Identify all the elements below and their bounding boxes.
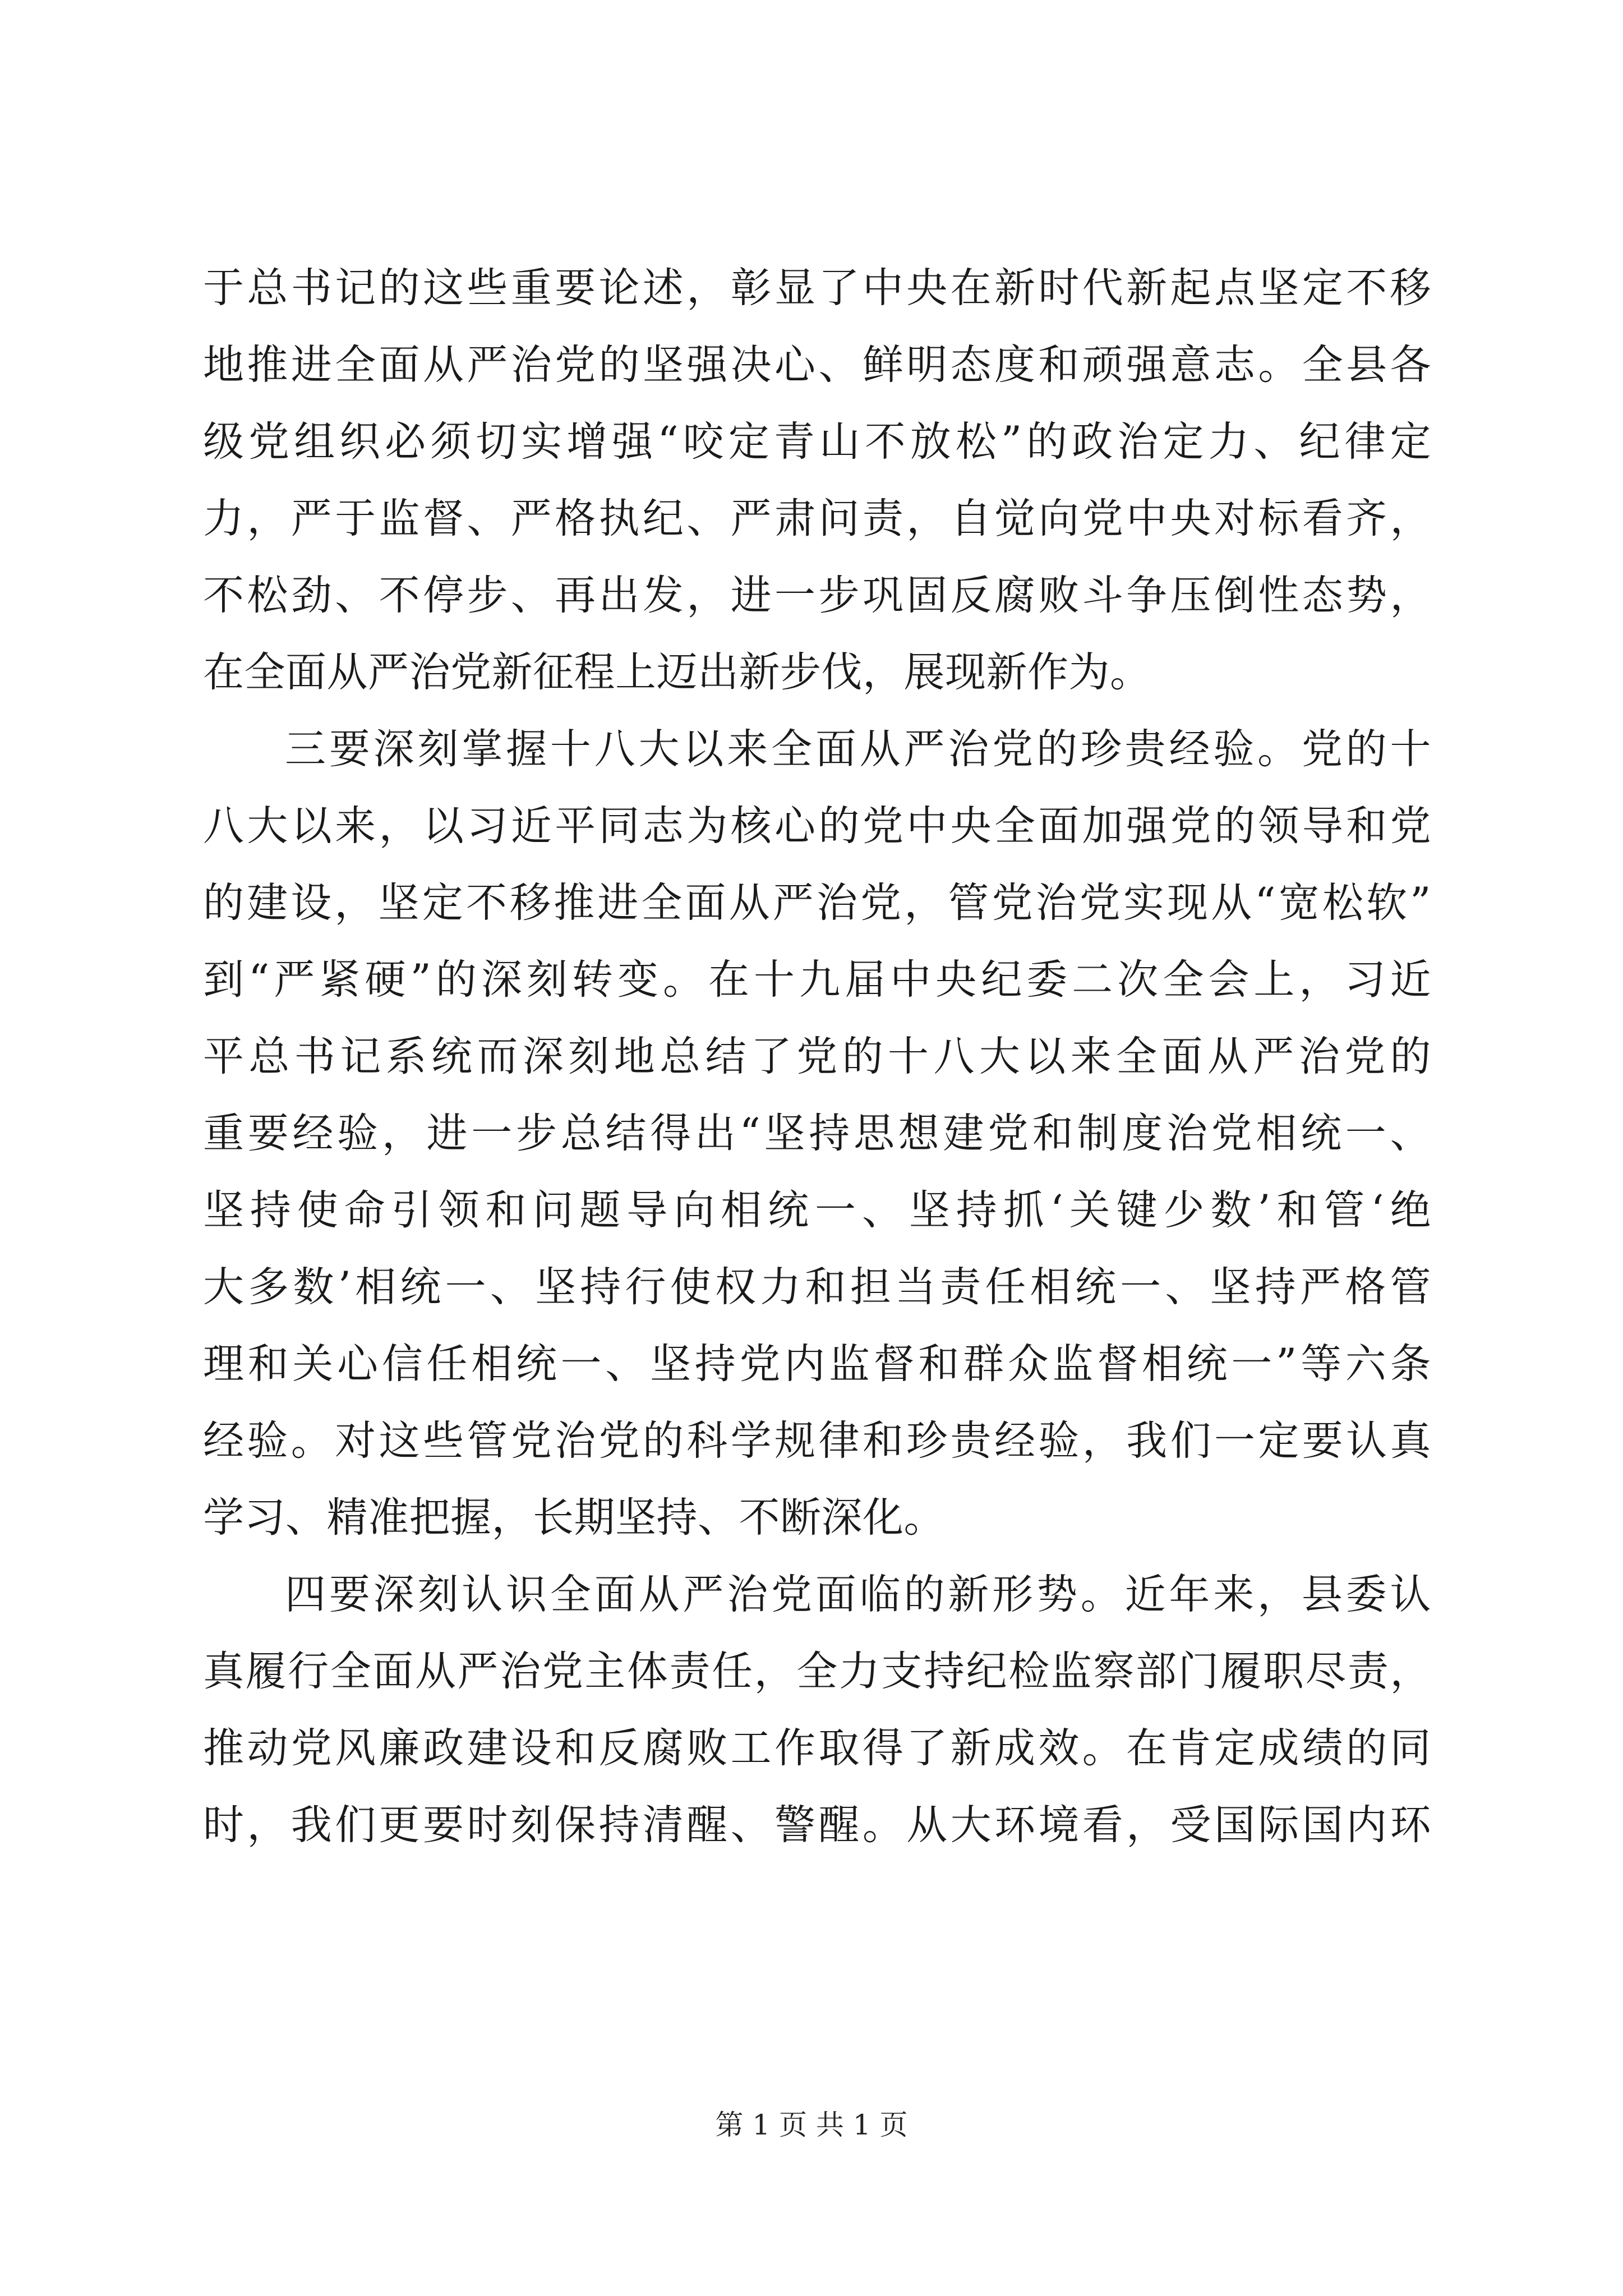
text-line: 于总书记的这些重要论述，彰显了中央在新时代新起点坚定不移 — [203, 264, 1431, 312]
text-line: 大多数’相统一、坚持行使权力和担当责任相统一、坚持严格管 — [203, 1263, 1431, 1311]
text-line: 地推进全面从严治党的坚强决心、鲜明态度和顽强意志。全县各 — [203, 341, 1431, 389]
text-line: 经验。对这些管党治党的科学规律和珍贵经验，我们一定要认真 — [203, 1417, 1431, 1465]
text-line: 八大以来，以习近平同志为核心的党中央全面加强党的领导和党 — [203, 802, 1431, 850]
text-line: 时，我们更要时刻保持清醒、警醒。从大环境看，受国际国内环 — [203, 1801, 1431, 1849]
text-line: 平总书记系统而深刻地总结了党的十八大以来全面从严治党的 — [203, 1033, 1431, 1080]
text-line: 在全面从严治党新征程上迈出新步伐，展现新作为。 — [203, 648, 1151, 696]
text-line: 到“严紧硬”的深刻转变。在十九届中央纪委二次全会上，习近 — [203, 956, 1431, 1004]
text-line: 理和关心信任相统一、坚持党内监督和群众监督相统一”等六条 — [203, 1340, 1431, 1388]
text-line: 的建设，坚定不移推进全面从严治党，管党治党实现从“宽松软” — [203, 879, 1431, 927]
text-line: 三要深刻掌握十八大以来全面从严治党的珍贵经验。党的十 — [285, 725, 1431, 773]
text-line: 四要深刻认识全面从严治党面临的新形势。近年来，县委认 — [285, 1571, 1431, 1618]
text-line: 坚持使命引领和问题导向相统一、坚持抓‘关键少数’和管‘绝 — [203, 1186, 1431, 1234]
text-line: 推动党风廉政建设和反腐败工作取得了新成效。在肯定成绩的同 — [203, 1724, 1431, 1772]
text-line: 学习、精准把握，长期坚持、不断深化。 — [203, 1494, 945, 1542]
text-line: 级党组织必须切实增强“咬定青山不放松”的政治定力、纪律定 — [203, 418, 1431, 466]
text-line: 真履行全面从严治党主体责任，全力支持纪检监察部门履职尽责， — [203, 1648, 1431, 1695]
text-line: 力，严于监督、严格执纪、严肃问责，自觉向党中央对标看齐， — [203, 495, 1431, 542]
text-line: 不松劲、不停步、再出发，进一步巩固反腐败斗争压倒性态势， — [203, 572, 1431, 619]
body-text — [203, 250, 1431, 1864]
page-footer: 第 1 页 共 1 页 — [715, 2109, 908, 2141]
text-line: 重要经验，进一步总结得出“坚持思想建党和制度治党相统一、 — [203, 1110, 1431, 1157]
